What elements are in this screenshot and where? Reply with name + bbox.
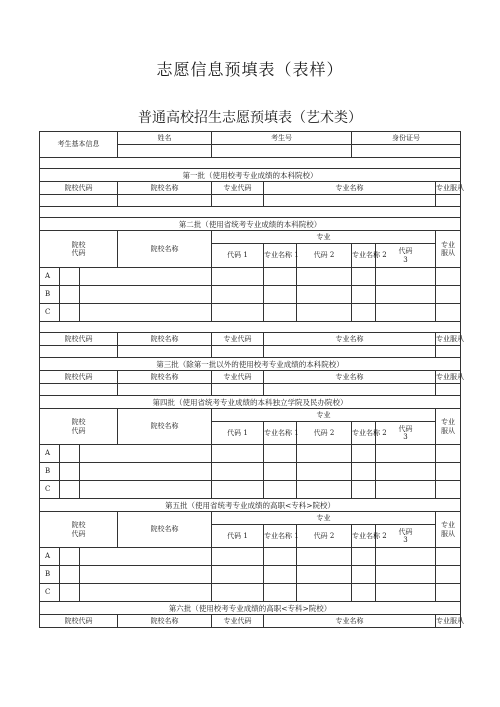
obey-header: 专业服从 xyxy=(436,371,461,384)
input-cell[interactable] xyxy=(264,445,297,463)
input-cell[interactable] xyxy=(118,384,212,396)
input-cell[interactable] xyxy=(264,286,297,304)
row-label: A xyxy=(40,445,60,463)
exam-number-field[interactable] xyxy=(212,145,352,158)
row-label: B xyxy=(40,463,60,481)
input-cell[interactable] xyxy=(376,584,436,602)
major-name-header: 专业名称 xyxy=(264,333,436,346)
input-cell[interactable] xyxy=(376,286,436,304)
code3-label: 代码 3 xyxy=(398,527,413,544)
school-name-header: 院校名称 xyxy=(118,512,212,548)
input-cell[interactable] xyxy=(352,463,376,481)
obey-header xyxy=(436,231,461,268)
input-cell[interactable] xyxy=(212,286,264,304)
row-label: C xyxy=(40,584,60,602)
page-title: 志愿信息预填表（表样） xyxy=(156,60,344,79)
input-cell[interactable] xyxy=(436,268,461,286)
name1-header: 专业名称 1 xyxy=(264,525,297,548)
major-code-header: 专业代码 xyxy=(212,182,264,195)
section-4-title: 第四批（使用省统考专业成绩的本科独立学院及民办院校） xyxy=(40,396,461,409)
input-cell[interactable] xyxy=(297,445,352,463)
section-2-title: 第二批（使用省统考专业成绩的本科院校） xyxy=(40,218,461,231)
input-cell[interactable] xyxy=(40,195,118,207)
spacer-row xyxy=(40,207,461,218)
name1-header: 专业名称 1 xyxy=(264,244,297,268)
section-3-title: 第三批（除第一批以外的使用校考专业成绩的本科院校） xyxy=(40,358,461,371)
input-cell[interactable] xyxy=(60,286,80,304)
input-cell[interactable] xyxy=(80,445,212,463)
school-code-label: 院校 代码 xyxy=(71,521,86,538)
input-cell[interactable] xyxy=(60,584,80,602)
major-group-header: 专业 xyxy=(212,231,436,244)
input-cell[interactable] xyxy=(212,481,264,499)
input-cell[interactable] xyxy=(436,384,461,396)
input-cell[interactable] xyxy=(264,346,436,358)
input-cell[interactable] xyxy=(376,304,436,322)
input-cell[interactable] xyxy=(212,304,264,322)
name-header: 姓名 xyxy=(118,132,212,145)
input-cell[interactable] xyxy=(352,481,376,499)
section-6-title: 第六批（使用校考专业成绩的高职<专科>院校） xyxy=(40,602,461,615)
row-label: B xyxy=(40,566,60,584)
input-cell[interactable] xyxy=(60,481,80,499)
row-label: C xyxy=(40,304,60,322)
major-code-header: 专业代码 xyxy=(212,333,264,346)
input-cell[interactable] xyxy=(60,566,80,584)
code3-label: 代码 3 xyxy=(398,247,413,264)
input-cell[interactable] xyxy=(212,346,264,358)
major-group-header: 专业 xyxy=(212,512,436,525)
input-cell[interactable] xyxy=(60,445,80,463)
input-cell[interactable] xyxy=(376,268,436,286)
input-cell[interactable] xyxy=(436,445,461,463)
input-cell[interactable] xyxy=(376,566,436,584)
input-cell[interactable] xyxy=(264,548,297,566)
spacer-row xyxy=(40,322,461,333)
major-code-header: 专业代码 xyxy=(212,615,264,628)
code3-label: 代码 3 xyxy=(398,424,413,441)
major-name-header: 专业名称 xyxy=(264,182,436,195)
id-number-field[interactable] xyxy=(352,145,461,158)
input-cell[interactable] xyxy=(436,346,461,358)
name2-header: 专业名称 2 xyxy=(352,422,376,445)
form-title: 普通高校招生志愿预填表（艺术类） xyxy=(138,110,362,126)
input-cell[interactable] xyxy=(352,566,376,584)
input-cell[interactable] xyxy=(80,463,212,481)
input-cell[interactable] xyxy=(264,268,297,286)
major-name-header: 专业名称 xyxy=(264,615,436,628)
input-cell[interactable] xyxy=(436,566,461,584)
name2-header: 专业名称 2 xyxy=(352,244,376,268)
input-cell[interactable] xyxy=(80,304,212,322)
school-code-header xyxy=(40,409,118,445)
obey-header xyxy=(436,409,461,445)
school-code-label: 院校 代码 xyxy=(71,418,86,435)
input-cell[interactable] xyxy=(40,346,118,358)
input-cell[interactable] xyxy=(436,481,461,499)
input-cell[interactable] xyxy=(118,346,212,358)
id-number-header: 身份证号 xyxy=(352,132,461,145)
exam-number-header: 考生号 xyxy=(212,132,352,145)
input-cell[interactable] xyxy=(436,463,461,481)
school-name-header: 院校名称 xyxy=(118,333,212,346)
input-cell[interactable] xyxy=(436,548,461,566)
input-cell[interactable] xyxy=(212,268,264,286)
section-1-title: 第一批（使用校考专业成绩的本科院校） xyxy=(40,169,461,182)
input-cell[interactable] xyxy=(80,566,212,584)
input-cell[interactable] xyxy=(264,195,436,207)
major-group-header: 专业 xyxy=(212,409,436,422)
code2-header: 代码 2 xyxy=(297,525,352,548)
school-name-header: 院校名称 xyxy=(118,409,212,445)
input-cell[interactable] xyxy=(436,304,461,322)
school-code-header xyxy=(40,512,118,548)
obey-header: 专业服从 xyxy=(436,333,461,346)
row-label: C xyxy=(40,481,60,499)
code1-header: 代码 1 xyxy=(212,422,264,445)
section-5-title: 第五批（使用省统考专业成绩的高职<专科>院校） xyxy=(40,499,461,512)
input-cell[interactable] xyxy=(297,463,352,481)
name-field[interactable] xyxy=(118,145,212,158)
row-label: A xyxy=(40,548,60,566)
input-cell[interactable] xyxy=(264,566,297,584)
input-cell[interactable] xyxy=(352,548,376,566)
input-cell[interactable] xyxy=(60,463,80,481)
code2-header: 代码 2 xyxy=(297,422,352,445)
input-cell[interactable] xyxy=(436,195,461,207)
spacer-row xyxy=(40,158,461,169)
row-label: B xyxy=(40,286,60,304)
input-cell[interactable] xyxy=(376,481,436,499)
input-cell[interactable] xyxy=(60,304,80,322)
school-code-label: 院校 代码 xyxy=(71,240,86,257)
school-name-header: 院校名称 xyxy=(118,615,212,628)
school-code-header: 院校代码 xyxy=(40,182,118,195)
input-cell[interactable] xyxy=(80,481,212,499)
input-cell[interactable] xyxy=(212,584,264,602)
obey-header xyxy=(436,512,461,548)
school-name-header: 院校名称 xyxy=(118,231,212,268)
obey-header: 专业服从 xyxy=(436,615,461,628)
input-cell[interactable] xyxy=(297,268,352,286)
input-cell[interactable] xyxy=(80,268,212,286)
row-label: A xyxy=(40,268,60,286)
input-cell[interactable] xyxy=(297,584,352,602)
input-cell[interactable] xyxy=(60,548,80,566)
obey-label: 专业 服从 xyxy=(441,521,456,538)
input-cell[interactable] xyxy=(212,445,264,463)
input-cell[interactable] xyxy=(212,384,264,396)
volunteer-form-sheet xyxy=(39,131,465,628)
major-code-header: 专业代码 xyxy=(212,371,264,384)
input-cell[interactable] xyxy=(212,566,264,584)
input-cell[interactable] xyxy=(352,584,376,602)
obey-header: 专业服从 xyxy=(436,182,461,195)
input-cell[interactable] xyxy=(376,445,436,463)
school-name-header: 院校名称 xyxy=(118,182,212,195)
input-cell[interactable] xyxy=(264,304,297,322)
volunteer-form-table xyxy=(39,131,465,628)
input-cell[interactable] xyxy=(212,463,264,481)
input-cell[interactable] xyxy=(80,286,212,304)
code2-header: 代码 2 xyxy=(297,244,352,268)
school-name-header: 院校名称 xyxy=(118,371,212,384)
input-cell[interactable] xyxy=(297,286,352,304)
input-cell[interactable] xyxy=(297,304,352,322)
input-cell[interactable] xyxy=(436,286,461,304)
input-cell[interactable] xyxy=(264,584,297,602)
input-cell[interactable] xyxy=(352,286,376,304)
input-cell[interactable] xyxy=(436,584,461,602)
input-cell[interactable] xyxy=(80,548,212,566)
basic-info-label: 考生基本信息 xyxy=(40,132,118,158)
name1-header: 专业名称 1 xyxy=(264,422,297,445)
input-cell[interactable] xyxy=(352,268,376,286)
input-cell[interactable] xyxy=(118,195,212,207)
school-code-header: 院校代码 xyxy=(40,333,118,346)
input-cell[interactable] xyxy=(297,548,352,566)
input-cell[interactable] xyxy=(212,548,264,566)
input-cell[interactable] xyxy=(264,481,297,499)
input-cell[interactable] xyxy=(40,384,118,396)
input-cell[interactable] xyxy=(297,481,352,499)
school-code-header: 院校代码 xyxy=(40,615,118,628)
obey-label: 专业 服从 xyxy=(441,418,456,435)
input-cell[interactable] xyxy=(80,584,212,602)
school-code-header xyxy=(40,231,118,268)
input-cell[interactable] xyxy=(212,195,264,207)
input-cell[interactable] xyxy=(376,463,436,481)
input-cell[interactable] xyxy=(297,566,352,584)
major-name-header: 专业名称 xyxy=(264,371,436,384)
input-cell[interactable] xyxy=(352,445,376,463)
code1-header: 代码 1 xyxy=(212,244,264,268)
name2-header: 专业名称 2 xyxy=(352,525,376,548)
obey-label: 专业 服从 xyxy=(441,240,456,257)
input-cell[interactable] xyxy=(352,304,376,322)
code1-header: 代码 1 xyxy=(212,525,264,548)
input-cell[interactable] xyxy=(264,384,436,396)
input-cell[interactable] xyxy=(264,463,297,481)
input-cell[interactable] xyxy=(60,268,80,286)
input-cell[interactable] xyxy=(376,548,436,566)
school-code-header: 院校代码 xyxy=(40,371,118,384)
